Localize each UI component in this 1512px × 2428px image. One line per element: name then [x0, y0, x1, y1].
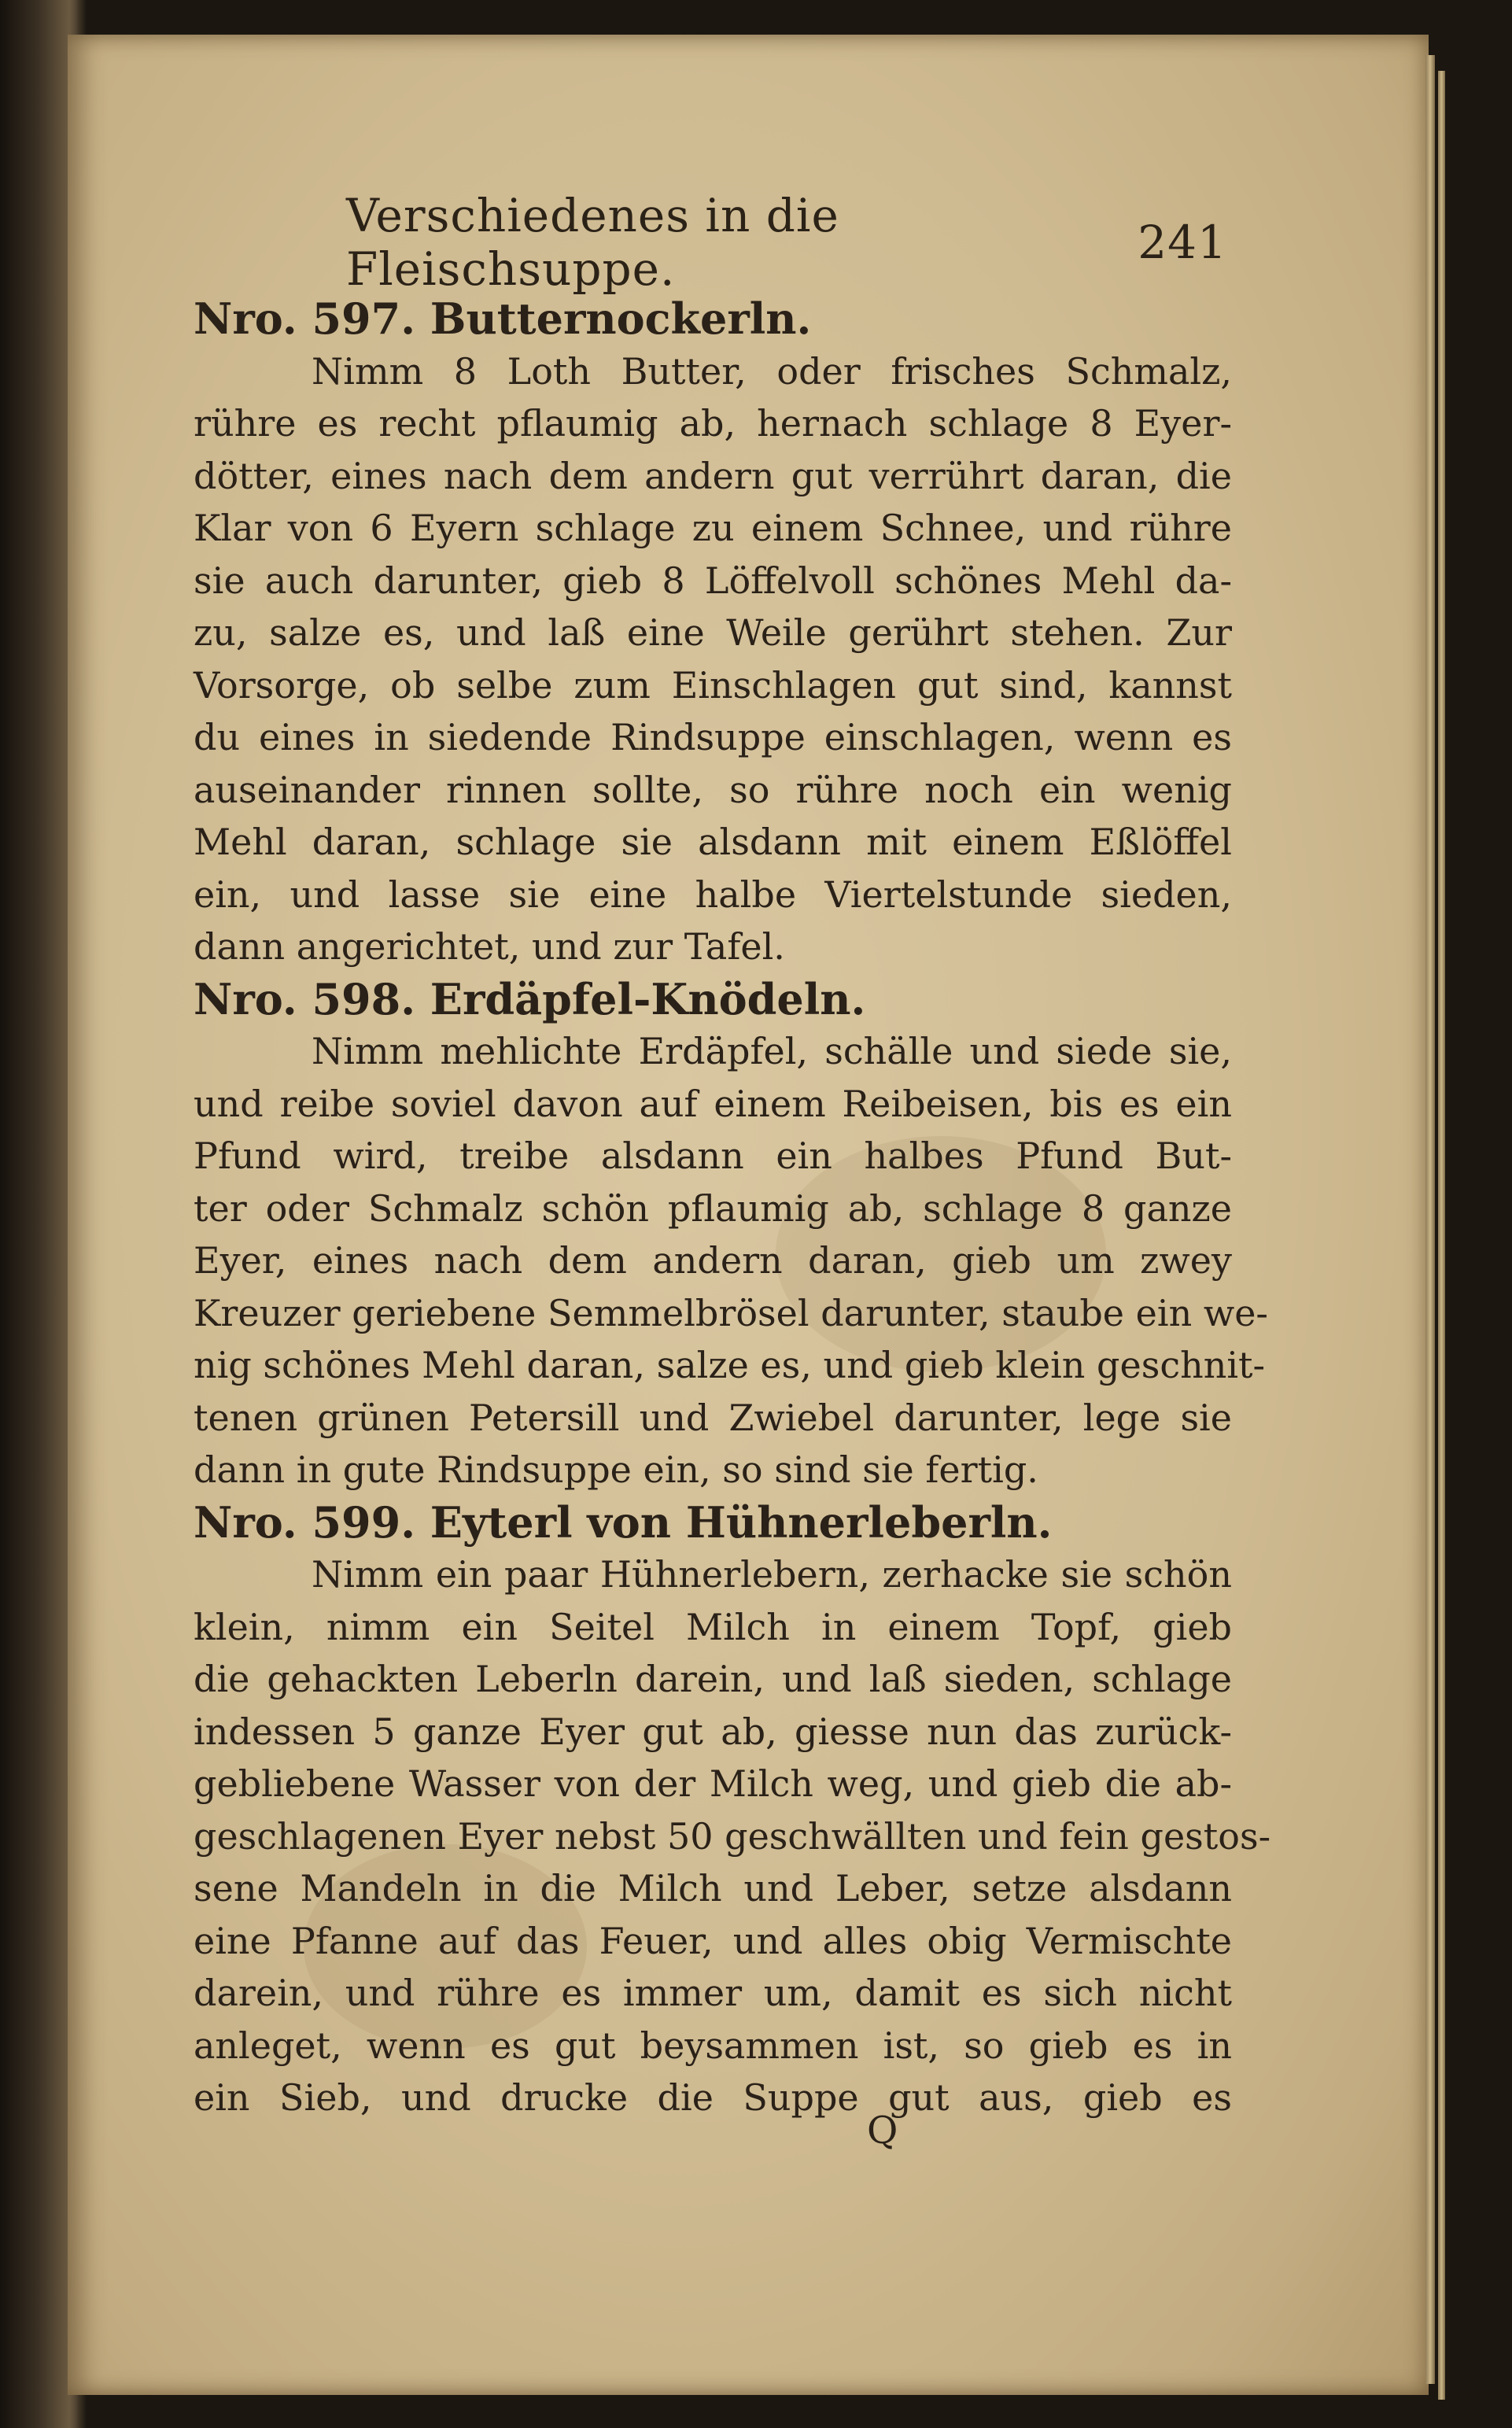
- recipe-597-line: dötter, eines nach dem andern gut verrührt daran, die: [194, 454, 1232, 497]
- recipe-597-line: sie auch darunter, gieb 8 Löffelvoll schönes Mehl da-: [194, 559, 1232, 602]
- recipe-598-line: ter oder Schmalz schön pflaumig ab, schlage 8 ganze: [194, 1186, 1232, 1230]
- recipe-597-line: ein, und lasse sie eine halbe Viertelstunde sieden,: [194, 873, 1232, 916]
- page-edge: [1425, 55, 1435, 2384]
- recipe-598-heading: Nro. 598. Erdäpfel-Knödeln.: [194, 973, 866, 1024]
- recipe-599-line: sene Mandeln in die Milch und Leber, setze alsdann: [194, 1867, 1232, 1910]
- page-edge: [1438, 71, 1445, 2400]
- recipe-598-line: Pfund wird, treibe alsdann ein halbes Pfund But-: [194, 1135, 1232, 1177]
- recipe-597-line: Vorsorge, ob selbe zum Einschlagen gut sind, kannst: [194, 663, 1232, 707]
- recipe-599-line: Nimm ein paar Hühnerlebern, zerhacke sie schön: [312, 1553, 1232, 1596]
- recipe-599-line: darein, und rühre es immer um, damit es sich nicht: [194, 1972, 1232, 2014]
- recipe-599-heading: Nro. 599. Eyterl von Hühnerleberln.: [194, 1496, 1053, 1548]
- recipe-599-line: ein Sieb, und drucke die Suppe gut aus, gieb es: [194, 2076, 1232, 2119]
- recipe-599-line: klein, nimm ein Seitel Milch in einem Topf, gieb: [194, 1605, 1232, 1648]
- recipe-598-line: dann in gute Rindsuppe ein, so sind sie fertig.: [194, 1448, 1038, 1491]
- running-head: [346, 189, 1227, 296]
- recipe-597-line: auseinander rinnen sollte, so rühre noch ein wenig: [194, 768, 1232, 811]
- recipe-597-line: dann angerichtet, und zur Tafel.: [194, 925, 785, 968]
- recipe-597-heading: Nro. 597. Butternockerln.: [194, 293, 812, 344]
- recipe-599-line: eine Pfanne auf das Feuer, und alles obig Vermischte: [194, 1919, 1232, 1962]
- recipe-597-line: du eines in siedende Rindsuppe einschlagen, wenn es: [194, 716, 1232, 758]
- page-number: 241: [1138, 216, 1227, 269]
- recipe-597-line: Mehl daran, schlage sie alsdann mit einem Eßlöffel: [194, 821, 1232, 863]
- running-head-title: Verschiedenes in die Fleischsuppe.: [346, 189, 839, 296]
- recipe-599-line: geschlagenen Eyer nebst 50 geschwällten und fein gestos-: [194, 1814, 1271, 1858]
- page-text: [194, 293, 1271, 2124]
- recipe-598-line: und reibe soviel davon auf einem Reibeisen, bis es ein: [194, 1082, 1232, 1125]
- recipe-597-line: rühre es recht pflaumig ab, hernach schlage 8 Eyer-: [194, 402, 1232, 445]
- recipe-597-line: Nimm 8 Loth Butter, oder frisches Schmalz,: [312, 349, 1232, 393]
- recipe-598-line: Nimm mehlichte Erdäpfel, schälle und siede sie,: [312, 1030, 1232, 1072]
- recipe-599-line: gebliebene Wasser von der Milch weg, und gieb die ab-: [194, 1762, 1232, 1805]
- recipe-598-line: tenen grünen Petersill und Zwiebel darunter, lege sie: [194, 1396, 1232, 1439]
- recipe-597-line: Klar von 6 Eyern schlage zu einem Schnee, und rühre: [194, 507, 1232, 549]
- recipe-599-line: die gehackten Leberln darein, und laß sieden, schlage: [194, 1658, 1232, 1700]
- signature-mark: Q: [867, 2109, 898, 2153]
- recipe-598-line: Eyer, eines nach dem andern daran, gieb um zwey: [194, 1239, 1232, 1282]
- recipe-598-line: Kreuzer geriebene Semmelbrösel darunter, staube ein we-: [194, 1291, 1268, 1334]
- recipe-599-line: anleget, wenn es gut beysammen ist, so gieb es in: [194, 2024, 1232, 2067]
- recipe-599-line: indessen 5 ganze Eyer gut ab, giesse nun das zurück-: [194, 1710, 1232, 1753]
- recipe-597-line: zu, salze es, und laß eine Weile gerührt stehen. Zur: [194, 611, 1232, 654]
- recipe-598-line: nig schönes Mehl daran, salze es, und gieb klein geschnit-: [194, 1344, 1266, 1386]
